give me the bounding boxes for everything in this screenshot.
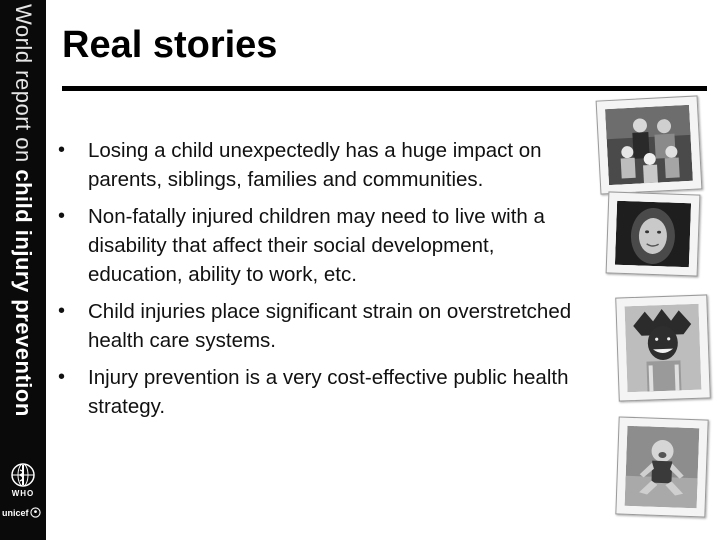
bullet-list (58, 136, 578, 429)
bullet-icon: • (58, 139, 66, 161)
unicef-emblem-icon (30, 507, 41, 518)
unicef-label: unicef (2, 507, 29, 518)
bullet-text: Child injuries place significant strain on overstretched health care systems. (88, 300, 572, 352)
title-divider (62, 86, 707, 91)
sidebar-title (6, 4, 40, 417)
bullet-text: Losing a child unexpectedly has a huge impact on parents, siblings, families and communities. (88, 139, 542, 191)
unicef-logo (2, 507, 46, 518)
young-woman-photo (606, 191, 701, 276)
bullet-item (58, 363, 578, 421)
toddler-image (625, 426, 700, 508)
woman-image (615, 201, 691, 268)
sidebar-title-light: World report on (11, 4, 36, 170)
bullet-item (58, 202, 578, 289)
sidebar (0, 0, 46, 540)
bullet-text: Injury prevention is a very cost-effective public health strategy. (88, 366, 569, 418)
family-photo (596, 95, 703, 194)
toddler-sitting-photo (615, 416, 708, 517)
bullet-item (58, 136, 578, 194)
bullet-item (58, 297, 578, 355)
sidebar-title-bold: child injury prevention (11, 169, 36, 417)
bullet-icon: • (58, 300, 66, 322)
who-label: WHO (11, 489, 35, 498)
bullet-text: Non-fatally injured children may need to live with a disability that affect their social development, education, ability to work, etc. (88, 205, 545, 286)
bullet-icon: • (58, 205, 66, 227)
bullet-icon: • (58, 366, 66, 388)
who-emblem-icon (10, 462, 36, 488)
who-logo (8, 462, 38, 502)
family-image (605, 105, 693, 185)
child-image (625, 304, 702, 393)
slide-title: Real stories (62, 24, 278, 66)
smiling-child-photo (615, 294, 711, 401)
